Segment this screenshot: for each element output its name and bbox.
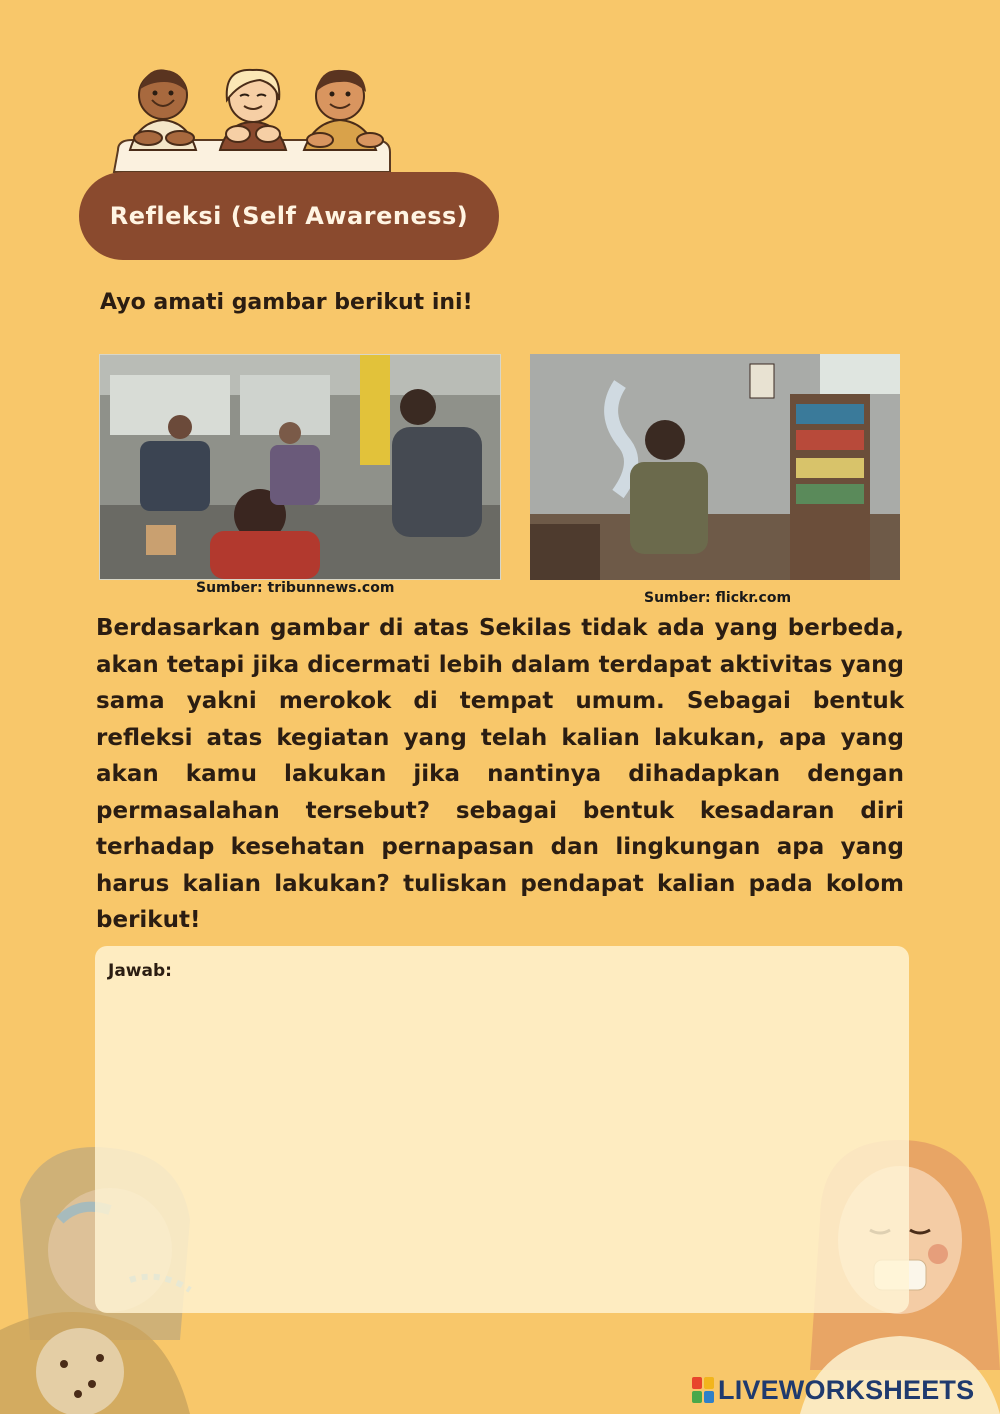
photo-train-smoking	[99, 354, 501, 580]
brand-logo[interactable]	[692, 1374, 974, 1406]
brand-name: LIVEWORKSHEETS	[718, 1374, 975, 1405]
answer-input[interactable]	[107, 990, 899, 1304]
section-title-pill	[79, 172, 499, 260]
photo-caption-2: Sumber: flickr.com	[644, 590, 792, 606]
section-title: Refleksi (Self Awareness)	[109, 202, 469, 230]
instruction-text: Ayo amati gambar berikut ini!	[100, 290, 473, 315]
liveworksheets-logo-icon	[692, 1377, 714, 1403]
answer-label: Jawab:	[108, 961, 172, 981]
photo-caption-1: Sumber: tribunnews.com	[196, 580, 395, 596]
reflection-paragraph: Berdasarkan gambar di atas Sekilas tidak ada yang berbeda, akan tetapi jika dicermati lebih dalam terdapat aktivitas yang sama yakni merokok di tempat umum. Sebagai bentuk refleksi atas kegiatan yang telah kalian lakukan, apa yang akan kamu lakukan jika nantinya dihadapkan dengan permasalahan tersebut? sebagai bentuk kesadaran diri terhadap kesehatan pernapasan dan lingkungan apa yang harus kalian lakukan? tuliskan pendapat kalian pada kolom berikut!	[96, 615, 904, 933]
kids-illustration	[108, 60, 398, 178]
answer-box[interactable]	[95, 946, 909, 1313]
photo-room-smoking	[530, 354, 900, 580]
